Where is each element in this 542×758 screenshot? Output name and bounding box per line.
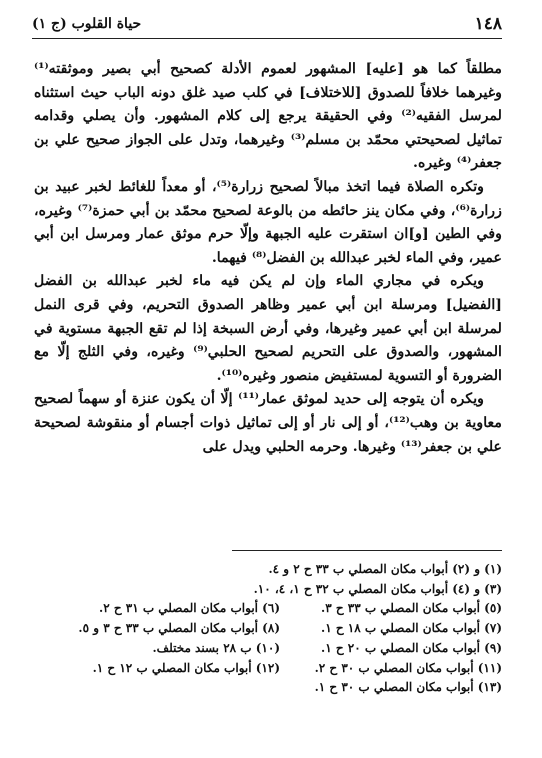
footnote: (٣) و (٤) أبواب مكان المصلي ب ٣٢ ح ١، ٤، ١٠. bbox=[253, 581, 502, 596]
footnotes bbox=[34, 560, 502, 698]
footnote-row bbox=[34, 659, 502, 679]
running-title: حياة القلوب (ج ١) bbox=[32, 16, 142, 32]
paragraph: مطلقاً كما هو [عليه] المشهور لعموم الأدلة كصحيح أبي بصير وموثقته⁽¹⁾ وغيرهما خلافاً للصدوق [للاختلاف] في كلب صيد غلق دونه الباب حيث استثناه لمرسل الفقيه⁽²⁾ وفي الحقيقة يرجع إلى كلام المشهور. وأن يصلي وقدامه تماثيل لصحيحتي محمّد بن مسلم⁽³⁾ وغيرهما، وتدل على الجواز صحيح علي بن جعفر⁽⁴⁾ وغيره. bbox=[34, 61, 503, 172]
footnote: (٥) أبواب مكان المصلي ب ٣٣ ح ٣. bbox=[321, 601, 502, 616]
page-header bbox=[32, 14, 502, 39]
footnote: (٩) أبواب مكان المصلي ب ٢٠ ح ١. bbox=[321, 640, 502, 655]
footnote-row bbox=[34, 619, 502, 639]
footnote: (٧) أبواب مكان المصلي ب ١٨ ح ١. bbox=[321, 621, 502, 636]
footnote-row bbox=[34, 599, 502, 619]
footnote: (١٠) ب ٢٨ بسند مختلف. bbox=[152, 640, 280, 655]
footnote: (١٣) أبواب مكان المصلي ب ٣٠ ح ١. bbox=[314, 680, 502, 695]
footnote: (١) و (٢) أبواب مكان المصلي ب ٣٣ ح ٢ و ٤. bbox=[268, 562, 502, 576]
page-number: ١٤٨ bbox=[474, 14, 502, 34]
paragraph: ويكره في مجاري الماء وإن لم يكن فيه ماء لخبر عبدالله بن الفضل [الفضيل] ومرسلة ابن أبي عمير وظاهر الصدوق التحريم، وفي قرى النمل لمرسلة ابن أبي عمير وغيرها، وفي أرض السبخة إذا لم تقع الجبهة مستوية في المشهور، والصدوق على التحريم لصحيح الحلبي⁽⁹⁾ وغيره، وفي الثلج إلّا مع الضرورة أو التسوية لمستفيض منصور وغيره⁽¹⁰⁾. bbox=[34, 273, 502, 384]
footnote: (١٢) أبواب مكان المصلي ب ١٢ ح ١. bbox=[92, 660, 280, 675]
main-text bbox=[34, 58, 502, 459]
footnote-row bbox=[34, 639, 502, 659]
footnote: (٨) أبواب مكان المصلي ب ٣٣ ح ٣ و ٥. bbox=[78, 621, 280, 636]
footnote-divider bbox=[232, 550, 502, 551]
paragraph: ويكره أن يتوجه إلى حديد لموثق عمار⁽¹¹⁾ إلّا أن يكون عنزة أو سهماً لصحيح معاوية بن وهب⁽¹²⁾، أو إلى نار أو إلى تماثيل ذوات أجسام أو منقوشة لصحيحة علي بن جعفر⁽¹³⁾ وغيرها. وحرمه الحلبي ويدل على bbox=[34, 391, 502, 455]
footnote: (٦) أبواب مكان المصلي ب ٣١ ح ٢. bbox=[99, 601, 280, 616]
footnote: (١١) أبواب مكان المصلي ب ٣٠ ح ٢. bbox=[314, 660, 502, 675]
paragraph: وتكره الصلاة فيما اتخذ مبالاً لصحيح زرارة⁽⁵⁾، أو معداً للغائط لخبر عبيد بن زرارة⁽⁶⁾، وفي مكان ينز حائطه من بالوعة لصحيح محمّد بن أبي حمزة⁽⁷⁾ وغيره، وفي الطين [و]ان استقرت عليه الجبهة وإلّا حرم موثق عمار ومرسل ابن أبي عمير، وفي الماء لخبر عبدالله بن الفضل⁽⁸⁾ فيهما. bbox=[34, 178, 502, 266]
